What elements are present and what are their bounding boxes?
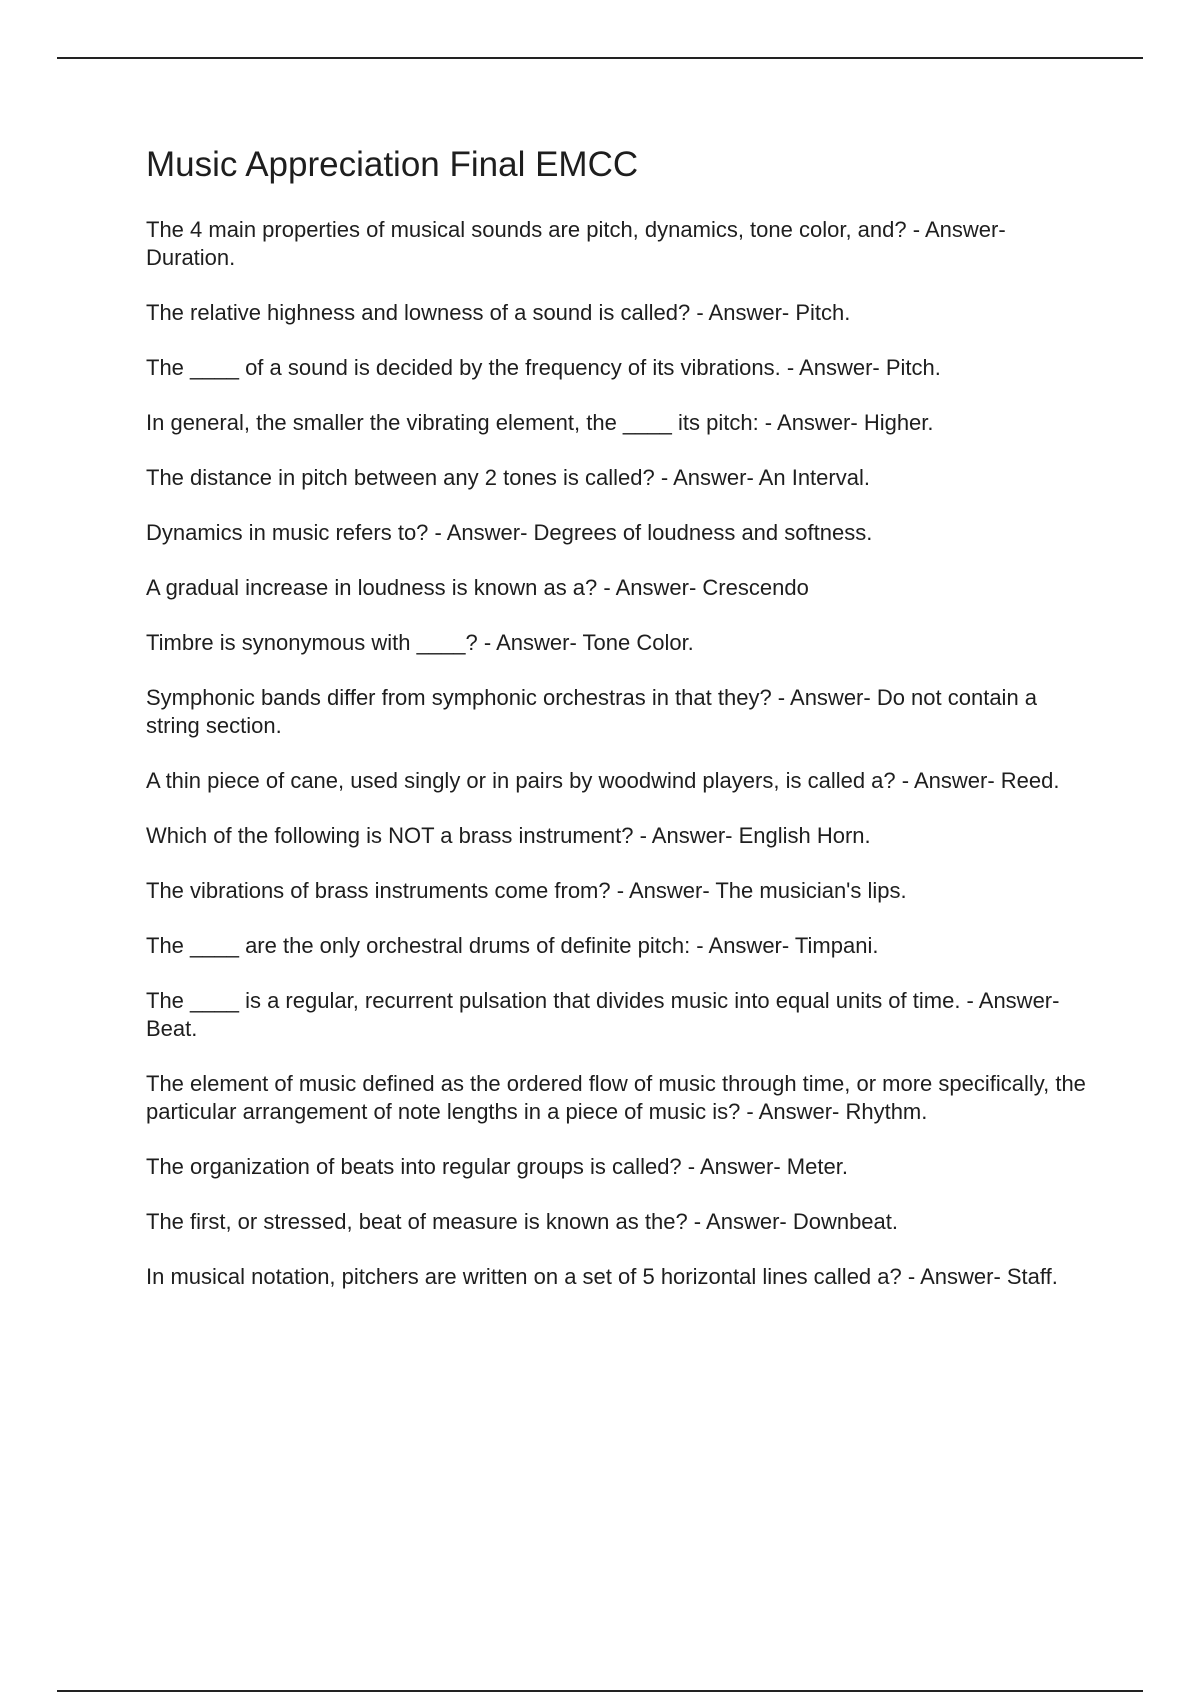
footer-rule xyxy=(57,1690,1143,1692)
qa-item: The organization of beats into regular groups is called? - Answer- Meter. xyxy=(146,1154,848,1179)
qa-item: Dynamics in music refers to? - Answer- Degrees of loudness and softness. xyxy=(146,520,873,545)
qa-item: Symphonic bands differ from symphonic orchestras in that they? - Answer- Do not contain a string section. xyxy=(146,685,1038,738)
qa-item: A thin piece of cane, used singly or in pairs by woodwind players, is called a? - Answer- Reed. xyxy=(146,768,1060,793)
qa-item: The relative highness and lowness of a sound is called? - Answer- Pitch. xyxy=(146,300,851,325)
qa-item: The ____ of a sound is decided by the frequency of its vibrations. - Answer- Pitch. xyxy=(146,355,941,380)
qa-item: In general, the smaller the vibrating element, the ____ its pitch: - Answer- Higher. xyxy=(146,410,934,435)
qa-item: Which of the following is NOT a brass instrument? - Answer- English Horn. xyxy=(146,823,871,848)
document-body xyxy=(146,144,1092,1318)
qa-item: The element of music defined as the ordered flow of music through time, or more specifically, the particular arrangement of note lengths in a piece of music is? - Answer- Rhythm. xyxy=(146,1071,1086,1124)
qa-item: The first, or stressed, beat of measure is known as the? - Answer- Downbeat. xyxy=(146,1209,899,1234)
qa-item: The 4 main properties of musical sounds are pitch, dynamics, tone color, and? - Answer- Duration. xyxy=(146,217,1006,270)
header-rule xyxy=(57,57,1143,59)
qa-item: The ____ are the only orchestral drums of definite pitch: - Answer- Timpani. xyxy=(146,933,879,958)
qa-item: In musical notation, pitchers are written on a set of 5 horizontal lines called a? - Answer- Staff. xyxy=(146,1264,1058,1289)
qa-item: A gradual increase in loudness is known as a? - Answer- Crescendo xyxy=(146,575,809,600)
document-title: Music Appreciation Final EMCC xyxy=(146,145,639,184)
qa-item: The ____ is a regular, recurrent pulsation that divides music into equal units of time. - Answer- Beat. xyxy=(146,988,1060,1041)
qa-item: The vibrations of brass instruments come from? - Answer- The musician's lips. xyxy=(146,878,907,903)
qa-item: The distance in pitch between any 2 tones is called? - Answer- An Interval. xyxy=(146,465,870,490)
qa-item: Timbre is synonymous with ____? - Answer- Tone Color. xyxy=(146,630,694,655)
